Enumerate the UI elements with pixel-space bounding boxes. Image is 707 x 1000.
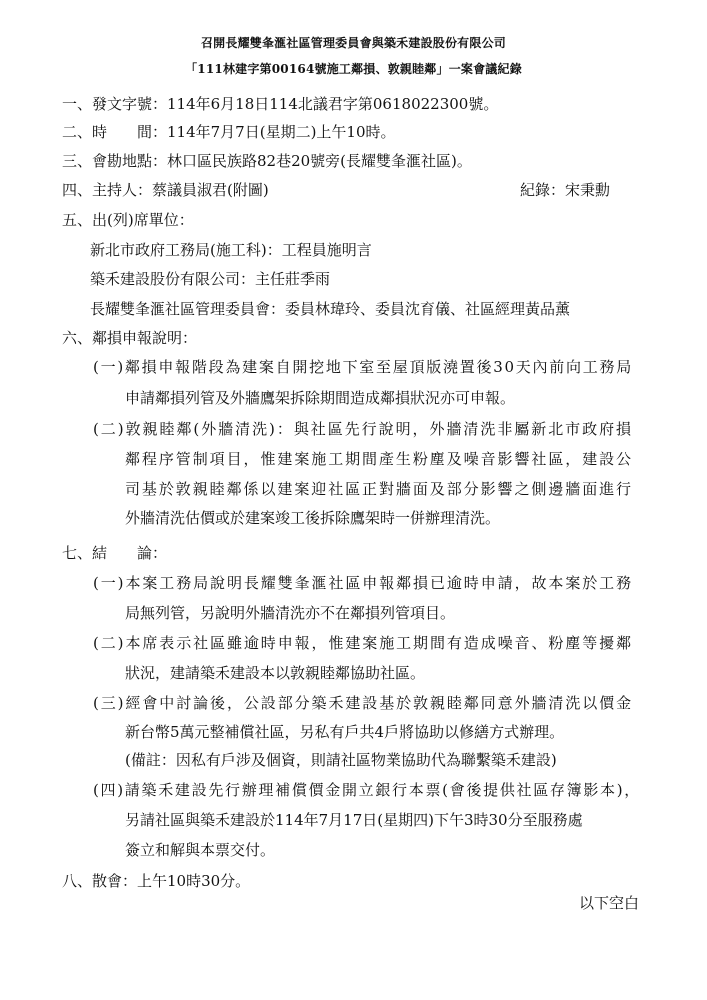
attendee-1: 新北市政府工務局(施工科)：工程員施明言	[90, 241, 372, 259]
item-4-chairperson: 四、主持人：蔡議員淑君(附圖)	[62, 181, 269, 199]
item-6-heading: 六、鄰損申報說明：	[62, 329, 198, 347]
item-2-time: 二、時 間：114年7月7日(星期二)上午10時。	[62, 123, 396, 141]
item-7-2-line-2: 狀況，建請築禾建設本以敦親睦鄰協助社區。	[125, 664, 426, 682]
item-6-1-line-1: (一)鄰損申報階段為建案自開挖地下室至屋頂版澆置後30天內前向工務局	[93, 358, 633, 376]
item-7-4-line-1: (四)請築禾建設先行辦理補償價金開立銀行本票(會後提供社區存簿影本)，	[93, 781, 641, 799]
item-6-2-line-3: 司基於敦親睦鄰係以建案迎社區正對牆面及部分影響之側邊牆面進行	[125, 480, 633, 498]
document-title-line-2: 「111林建字第00164號施工鄰損、敦親睦鄰」一案會議紀錄	[185, 62, 522, 76]
item-6-2-line-1: (二)敦親睦鄰(外牆清洗)：與社區先行說明，外牆清洗非屬新北市政府損	[93, 420, 633, 438]
attendee-2: 築禾建設股份有限公司：主任莊季雨	[90, 270, 331, 288]
item-7-1-line-2: 局無列管，另說明外牆清洗亦不在鄰損列管項目。	[125, 604, 456, 622]
item-8-adjourn: 八、散會：上午10時30分。	[62, 872, 251, 890]
end-note: 以下空白	[578, 894, 639, 912]
item-7-4-line-3: 簽立和解與本票交付。	[125, 841, 276, 859]
item-6-2-line-2: 鄰程序管制項目，惟建案施工期間產生粉塵及噪音影響社區，建設公	[125, 450, 633, 468]
item-5-attendees-heading: 五、出(列)席單位：	[62, 211, 194, 229]
item-7-heading: 七、結 論：	[62, 544, 168, 562]
item-3-site: 三、會勘地點：林口區民族路82巷20號旁(長耀雙夆滙社區)。	[62, 152, 472, 170]
item-1-document-number: 一、發文字號：114年6月18日114北議君字第0618022300號。	[62, 95, 499, 113]
item-7-4-line-2: 另請社區與築禾建設於114年7月17日(星期四)下午3時30分至服務處	[125, 811, 583, 829]
item-6-1-line-2: 申請鄰損列管及外牆鷹架拆除期間造成鄰損狀況亦可申報。	[125, 389, 516, 407]
recorder-label: 紀錄：宋秉勳	[520, 181, 611, 199]
item-7-3-line-2: 新台幣5萬元整補償社區，另私有戶共4戶將協助以修繕方式辦理。	[125, 723, 565, 741]
item-7-3-line-1: (三)經會中討論後，公設部分築禾建設基於敦親睦鄰同意外牆清洗以價金	[93, 694, 633, 712]
document-title-line-1: 召開長耀雙夆滙社區管理委員會與築禾建設股份有限公司	[200, 36, 506, 50]
item-7-1-line-1: (一)本案工務局說明長耀雙夆滙社區申報鄰損已逾時申請，故本案於工務	[93, 574, 633, 592]
item-7-3-note: (備註：因私有戶涉及個資，則請社區物業協助代為聯繫築禾建設)	[125, 751, 557, 769]
item-7-2-line-1: (二)本席表示社區雖逾時申報，惟建案施工期間有造成噪音、粉塵等擾鄰	[93, 634, 633, 652]
item-6-2-line-4: 外牆清洗估價或於建案竣工後拆除鷹架時一併辦理清洗。	[125, 509, 501, 527]
attendee-3: 長耀雙夆滙社區管理委員會：委員林瑋玲、委員沈育儀、社區經理黃品薰	[90, 300, 571, 318]
